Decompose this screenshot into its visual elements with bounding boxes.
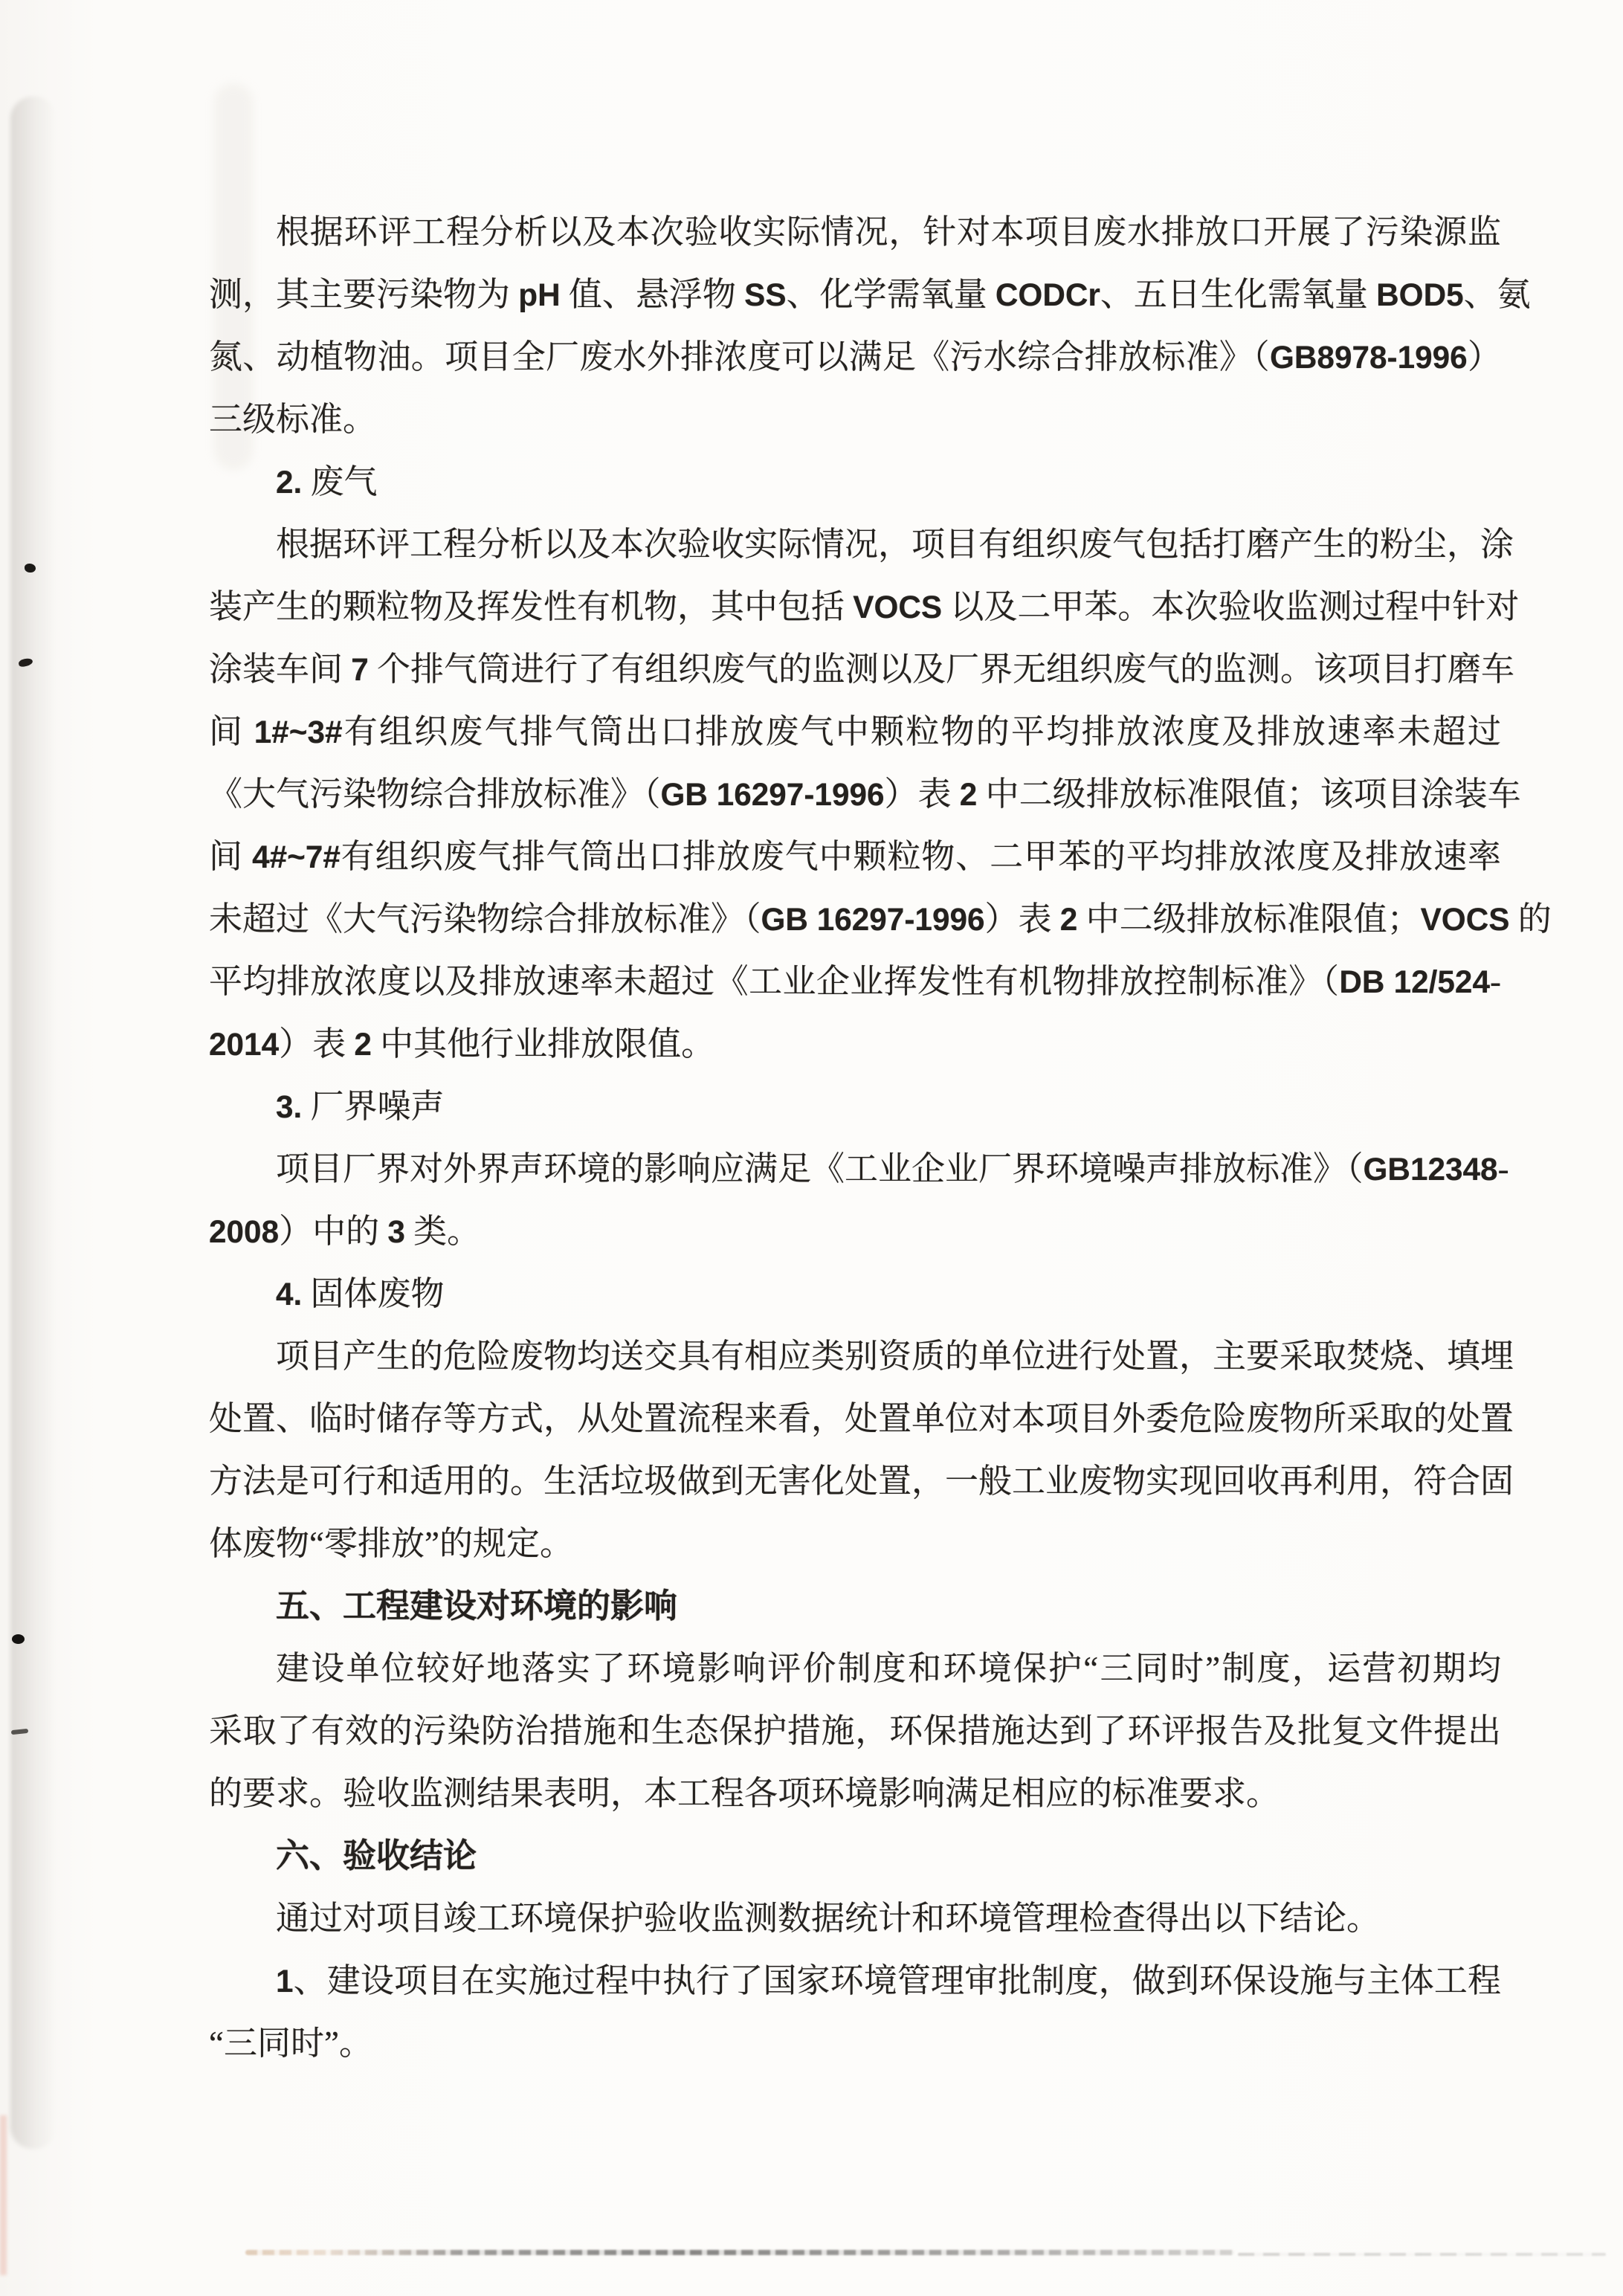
text-line: 建设单位较好地落实了环境影响评价制度和环境保护“三同时”制度，运营初期均 xyxy=(276,1650,1501,1687)
text-line: 通过对项目竣工环境保护验收监测数据统计和环境管理检查得出以下结论。 xyxy=(276,1900,1381,1937)
text-line: 2. 废气 xyxy=(276,463,378,500)
latin-run: 1#~3# xyxy=(254,715,343,749)
latin-run: pH xyxy=(518,277,561,312)
latin-run: 2 xyxy=(959,777,978,812)
latin-run: 2 xyxy=(1059,902,1078,937)
latin-run: SS xyxy=(744,277,787,312)
text-line: 间 1#~3#有组织废气排气筒出口排放废气中颗粒物的平均排放浓度及排放速率未超过 xyxy=(209,713,1501,750)
latin-run: 4#~7# xyxy=(252,839,341,874)
latin-run: 2. xyxy=(276,465,303,500)
ink-speck xyxy=(25,564,36,573)
text-line: 平均排放浓度以及排放速率未超过《工业企业挥发性有机物排放控制标准》（DB 12/524- xyxy=(209,963,1501,1000)
latin-run: GB8978-1996 xyxy=(1269,340,1468,375)
latin-run: 2008 xyxy=(209,1214,280,1249)
latin-run: VOCS xyxy=(1420,902,1510,937)
section-heading: 五、工程建设对环境的影响 xyxy=(276,1587,678,1625)
text-line: 《大气污染物综合排放标准》（GB 16297-1996）表 2 中二级排放标准限值；该项目涂装车 xyxy=(209,775,1521,813)
text-line: 采取了有效的污染防治措施和生态保护措施，环保措施达到了环评报告及批复文件提出 xyxy=(209,1712,1501,1750)
section-heading: 六、验收结论 xyxy=(276,1837,477,1874)
text-line: 根据环评工程分析以及本次验收实际情况，针对本项目废水排放口开展了污染源监 xyxy=(276,213,1501,251)
ink-speck xyxy=(12,1634,25,1644)
latin-run: 3. xyxy=(276,1089,303,1124)
text-line: 根据环评工程分析以及本次验收实际情况，项目有组织废气包括打磨产生的粉尘，涂 xyxy=(276,526,1514,563)
latin-run: 2 xyxy=(354,1027,372,1062)
scan-edge-tint xyxy=(0,2115,7,2275)
text-line: 2008）中的 3 类。 xyxy=(209,1213,481,1250)
scan-bottom-smudge xyxy=(245,2250,1234,2255)
latin-run: GB 16297-1996 xyxy=(660,777,885,812)
document-text xyxy=(209,201,1552,2074)
text-line: 4. 固体废物 xyxy=(276,1275,445,1312)
latin-run: DB 12/524 xyxy=(1339,964,1490,999)
text-line: 间 4#~7#有组织废气排气筒出口排放废气中颗粒物、二甲苯的平均排放浓度及排放速率 xyxy=(209,838,1501,875)
text-line: 未超过《大气污染物综合排放标准》（GB 16297-1996）表 2 中二级排放标准限值；VOCS 的 xyxy=(209,900,1552,938)
text-line: 2014）表 2 中其他行业排放限值。 xyxy=(209,1025,715,1062)
latin-run: GB 16297-1996 xyxy=(761,902,985,937)
text-line: 项目厂界对外界声环境的影响应满足《工业企业厂界环境噪声排放标准》（GB12348- xyxy=(276,1150,1509,1187)
text-line: 装产生的颗粒物及挥发性有机物，其中包括 VOCS 以及二甲苯。本次验收监测过程中针对 xyxy=(209,588,1520,625)
latin-run: GB12348 xyxy=(1363,1152,1498,1187)
scan-bottom-smudge-tail xyxy=(1238,2253,1606,2256)
text-line: 3. 厂界噪声 xyxy=(276,1088,445,1125)
latin-run: 2014 xyxy=(209,1027,280,1062)
text-line: 的要求。验收监测结果表明，本工程各项环境影响满足相应的标准要求。 xyxy=(209,1775,1280,1812)
latin-run: BOD5 xyxy=(1376,277,1464,312)
text-line: 处置、临时储存等方式，从处置流程来看，处置单位对本项目外委危险废物所采取的处置 xyxy=(209,1400,1514,1437)
latin-run: CODCr xyxy=(995,277,1100,312)
latin-run: 7 xyxy=(351,652,369,687)
text-line: 体废物“零排放”的规定。 xyxy=(209,1525,573,1562)
scan-edge-shadow xyxy=(10,97,57,2149)
latin-run: VOCS xyxy=(853,590,943,625)
latin-run: 4. xyxy=(276,1277,303,1312)
latin-run: 3 xyxy=(387,1214,405,1249)
text-line: 1、建设项目在实施过程中执行了国家环境管理审批制度，做到环保设施与主体工程 xyxy=(276,1962,1501,1999)
latin-run: 1 xyxy=(276,1964,294,1999)
text-line: 氮、动植物油。项目全厂废水外排浓度可以满足《污水综合排放标准》（GB8978-1996） xyxy=(209,338,1501,375)
text-line: 方法是可行和适用的。生活垃圾做到无害化处置，一般工业废物实现回收再利用，符合固 xyxy=(209,1463,1514,1500)
text-line: 三级标准。 xyxy=(209,401,377,438)
text-line: 测，其主要污染物为 pH 值、悬浮物 SS、化学需氧量 CODCr、五日生化需氧量 BOD5、氨 xyxy=(209,276,1531,313)
text-line: 涂装车间 7 个排气筒进行了有组织废气的监测以及厂界无组织废气的监测。该项目打磨车 xyxy=(209,651,1515,688)
text-line: 项目产生的危险废物均送交具有相应类别资质的单位进行处置，主要采取焚烧、填埋 xyxy=(276,1338,1514,1375)
text-line: “三同时”。 xyxy=(209,2025,372,2062)
